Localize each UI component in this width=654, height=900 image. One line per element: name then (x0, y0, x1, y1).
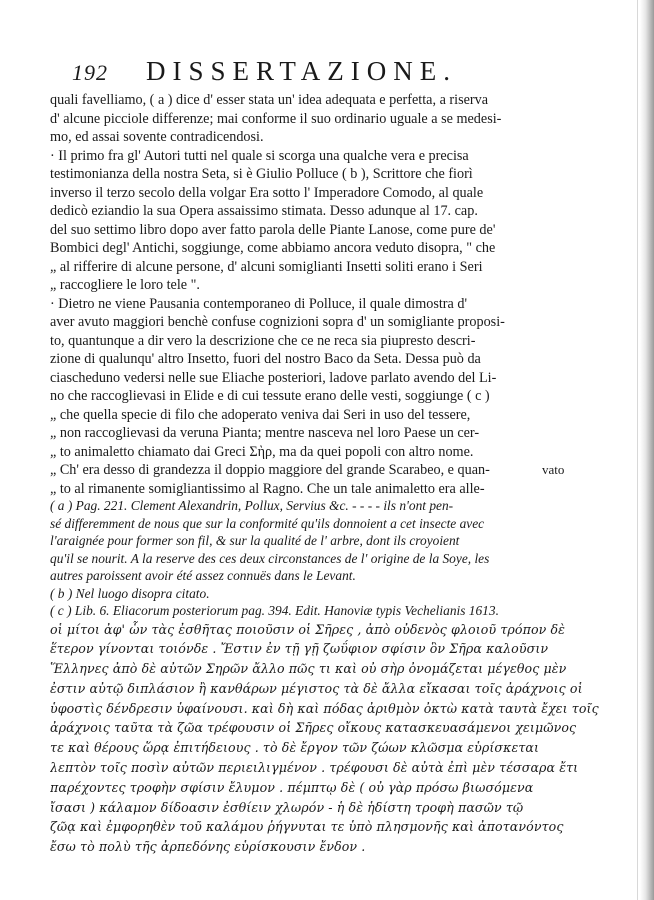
greek-quote-line: λεπτὸν τοῖς ποσὶν αὐτῶν περιειλιγμένον . τρέφουσι δὲ αὐτὰ ἐπὶ μὲν τέσσαρα ἔτι (50, 760, 579, 776)
greek-quote-line: ἴσασι ) κάλαμον δίδοασιν ἐσθίειν χλωρόν - ἡ δὲ ἡδίστη τροφὴ πασῶν τῷ (50, 799, 524, 815)
greek-quote-line: τε καὶ θέρους ὥρᾳ ἐπιτήδειους . τὸ δὲ ἔργον τῶν ζώων κλῶσμα εὑρίσκεται (50, 740, 540, 756)
footnote-line: qu'il se nourit. A la reserve des ces deux circonstances de l' origine de la Soye, les (50, 550, 490, 566)
greek-quote-line: οἱ μίτοι ἀφ' ὧν τὰς ἐσθῆτας ποιοῦσιν οἱ Σῆρες , ἀπὸ οὐδενὸς φλοιοῦ τρόπον δὲ (50, 621, 566, 637)
catchword: vato (542, 462, 565, 477)
greek-quote-line: ὑφοστὶς δένδρεσιν ὑφαίνουσι. καὶ δὴ καὶ πόδας ἀριθμὸν ὀκτὼ κατὰ ταυτὰ ἔχει τοῖς (50, 700, 599, 716)
greek-quote-line: ζῶᾳ καὶ ἐμφορηθὲν τοῦ καλάμου ῥήγνυται τε ὑπὸ πλησμονῆς καὶ ἀποτανόντος (50, 819, 564, 835)
text-line: inverso il terzo secolo della volgar Era sotto l' Imperadore Comodo, al quale (50, 184, 484, 201)
greek-quote-line: ἕτερον γίνονται τοιόνδε . Ἔστιν ἐν τῇ γῇ ζωΰφιον σφίσιν ὃν Σῆρα καλοῦσιν (50, 641, 549, 657)
footnote-line: autres paroissent avoir été assez connuës dans le Levant. (50, 568, 356, 583)
text-line: d' alcune picciole differenze; mai conforme il suo ordinario uguale a se medesi- (50, 110, 502, 127)
page-edge-line (637, 0, 638, 900)
greek-quote-line: ἔσω τὸ πολὺ τῆς ἀρπεδόνης εὑρίσκουσιν ἔνδον . (50, 839, 366, 855)
text-line: quali favelliamo, ( a ) dice d' esser stata un' idea adequata e perfetta, a riserva (50, 92, 489, 108)
text-line: del suo settimo libro dopo aver fatto parola delle Piante Lanose, come pure de' (50, 221, 496, 238)
text-line: dedicò eziandio la sua Opera assaissimo stimata. Desso adunque al 17. cap. (50, 203, 478, 219)
text-line: zione di qualunqu' altro Insetto, fuori del nostro Baco da Seta. Dessa può da (50, 351, 481, 367)
text-line: to, quantunque a dir vero la descrizione che ce ne reca sia piupresto descri- (50, 332, 476, 349)
text-line: ciascheduno vedersi nelle sue Eliache posteriori, ladove parlato avendo del Li- (50, 369, 497, 386)
greek-quote-line: παρέχοντες τροφὴν σφίσιν ἔλυμον . πέμπτῳ δὲ ( οὐ γὰρ πρόσω βιωσόμενα (50, 779, 534, 795)
text-line: Bombici degl' Antichi, soggiunge, come abbiamo ancora veduto disopra, " che (50, 240, 496, 256)
greek-quote-line: Ἕλληνες ἀπὸ δὲ αὐτῶν Σηρῶν ἄλλο πῶς τι καὶ οὐ σὴρ ὀνομάζεται μέγεθος μὲν (50, 661, 567, 677)
footnote-line: l'araignée pour former son fil, & sur la qualité de l' arbre, dont ils croyoient (50, 533, 460, 548)
text-line: „ raccogliere le loro tele ". (50, 277, 200, 293)
text-line: aver avuto maggiori benchè confuse cognizioni sopra d' un somigliante proposi- (50, 314, 505, 330)
text-line: „ non raccoglievasi da veruna Pianta; mentre nasceva nel loro Paese un cer- (50, 425, 480, 441)
greek-quote-line: ἀράχνοις ταῦτα τὰ ζῶα τρέφουσιν οἱ Σῆρες οἴκους κατασκευασάμενοι χειμῶνος (50, 720, 577, 736)
footnotes (50, 497, 610, 857)
text-line: „ to animaletto chiamato dai Greci Σὴρ, ma da quei popoli con altro nome. (50, 443, 474, 460)
text-line: „ che quella specie di filo che adoperato veniva dai Seri in uso del tessere, (50, 406, 471, 423)
text-line: · Il primo fra gl' Autori tutti nel quale si scorga una qualche vera e precisa (50, 147, 469, 164)
text-line: „ al rifferire di alcune persone, d' alcuni somiglianti Insetti soliti erano i Seri (50, 258, 483, 275)
footnote-line: ( b ) Nel luogo disopra citato. (50, 585, 210, 601)
running-title: DISSERTAZIONE. (146, 56, 457, 86)
footnote-line: ( a ) Pag. 221. Clement Alexandrin, Pollux, Servius &c. - - - - ils n'ont pen- (50, 498, 454, 513)
main-text (50, 91, 610, 498)
footnote-line: sé differemment de nous que sur la conformité qu'ils donnoient a cet insecte avec (50, 515, 485, 531)
text-line: · Dietro ne viene Pausania contemporaneo di Polluce, il quale dimostra d' (50, 295, 468, 312)
book-gutter-shadow (640, 0, 654, 900)
greek-quote-line: ἐστιν αὐτῷ διπλάσιον ἢ κανθάρων μέγιστος τὰ δὲ ἄλλα εἴκασαι τοῖς ἀράχνοις οἱ (50, 680, 583, 696)
page-header (72, 52, 592, 86)
footnote-line: ( c ) Lib. 6. Eliacorum posteriorum pag. 394. Edit. Hanoviæ typis Vechelianis 1613. (50, 603, 499, 618)
page-number: 192 (72, 60, 108, 85)
text-line: testimonianza della nostra Seta, si è Giulio Polluce ( b ), Scrittore che fiorì (50, 166, 473, 182)
text-line: mo, ed assai sovente contradicendosi. (50, 129, 264, 145)
text-line: „ to al rimanente somigliantissimo al Ragno. Che un tale animaletto era alle- (50, 480, 485, 497)
text-line: no che raccoglievasi in Elide e di cui tessute erano delle vesti, soggiunge ( c ) (50, 388, 490, 404)
text-line: „ Ch' era desso di grandezza il doppio maggiore del grande Scarabeo, e quan- (50, 462, 490, 478)
